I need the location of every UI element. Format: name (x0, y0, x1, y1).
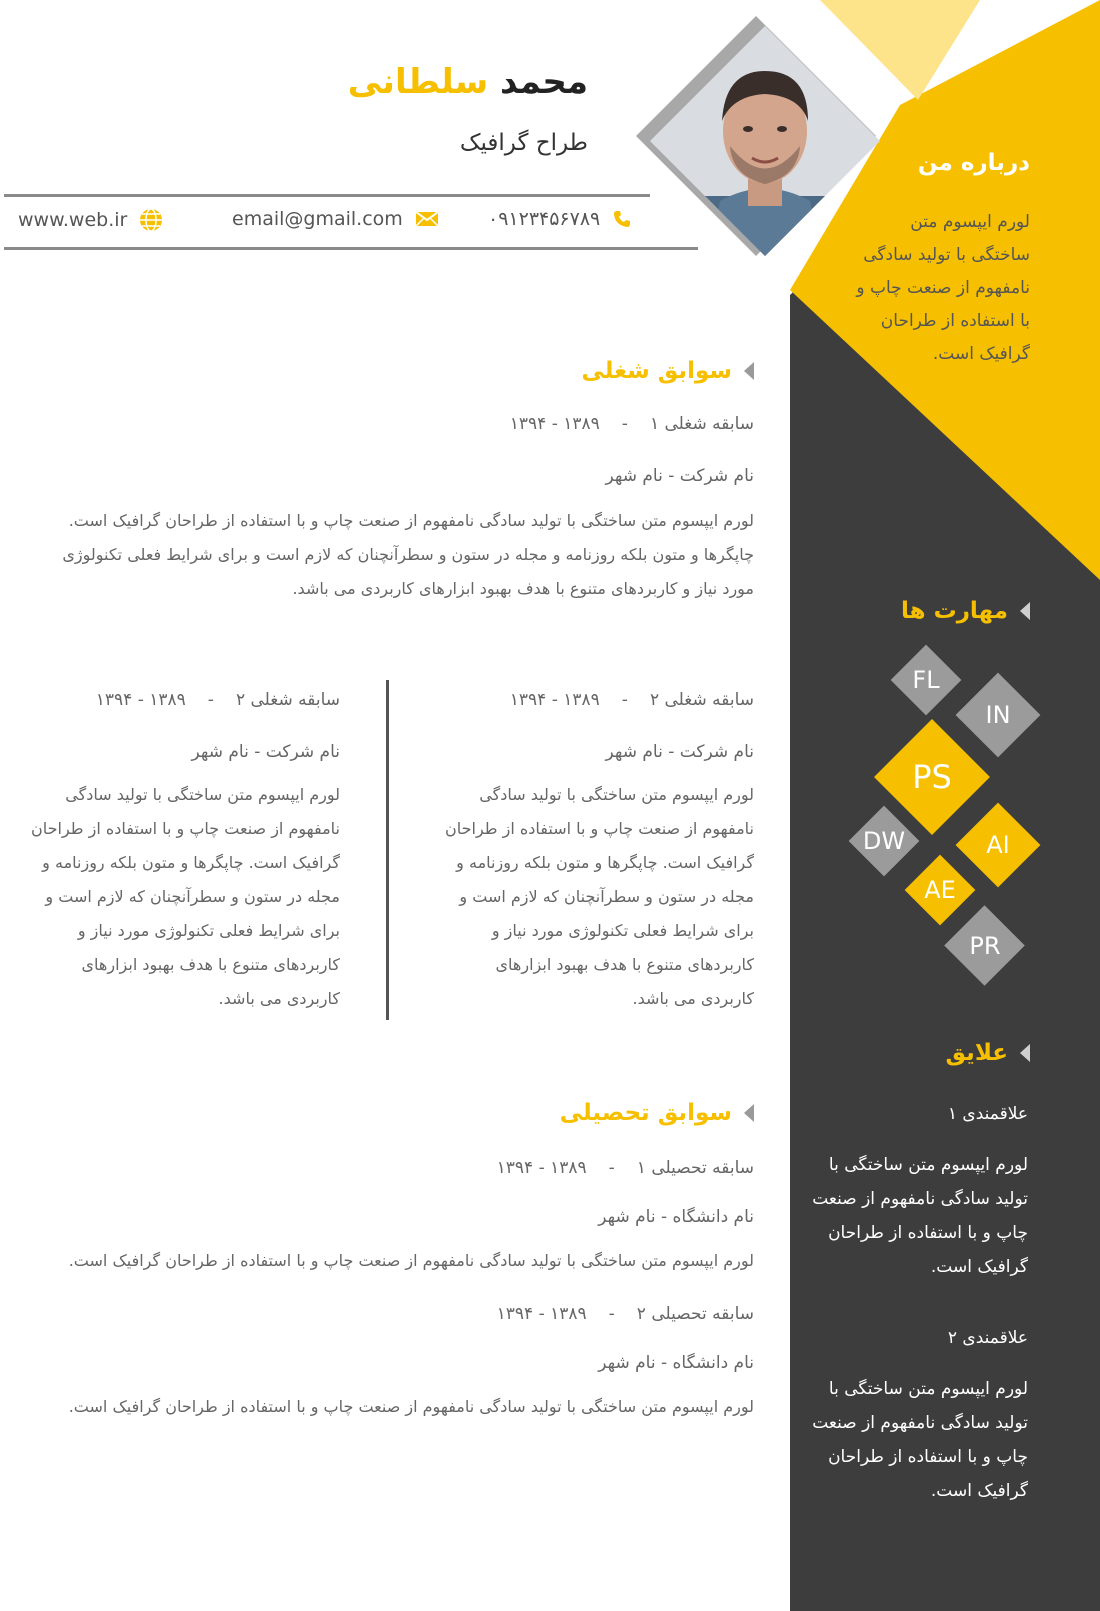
about-text (856, 206, 1030, 371)
desc-line: کاربردهای متنوع با هدف بهبود ابزارهای (495, 955, 754, 974)
interest-line: لورم ایپسوم متن ساختگی با (828, 1379, 1028, 1399)
work-item-1-head (510, 414, 754, 434)
work-item-label: سابقه شغلی ۲ (235, 690, 340, 710)
first-name: محمد (500, 62, 588, 102)
skill-ae: AE (924, 876, 956, 904)
interests-section-title (945, 1040, 1030, 1066)
avatar (650, 26, 880, 256)
skill-dw: DW (862, 827, 906, 855)
edu-item-2-head (497, 1304, 754, 1324)
about-line: نامفهوم از صنعت چاپ و (856, 278, 1030, 298)
work-item-1-company: نام شرکت - نام شهر (605, 466, 754, 486)
dash: - (608, 1304, 615, 1324)
envelope-icon (415, 210, 439, 228)
work-item-years: ۱۳۸۹ - ۱۳۹۴ (95, 690, 186, 710)
phone-icon (612, 209, 632, 229)
edu-item-1-school: نام دانشگاه - نام شهر (598, 1207, 754, 1227)
last-name: سلطانی (347, 62, 489, 102)
work-item-3-company: نام شرکت - نام شهر (191, 742, 340, 762)
interest-2-text (812, 1372, 1028, 1508)
work-item-2-desc (424, 778, 754, 1016)
section-arrow-icon (1020, 602, 1030, 620)
skill-in: IN (985, 701, 1011, 729)
section-arrow-icon (744, 1104, 754, 1122)
edu-item-years: ۱۳۸۹ - ۱۳۹۴ (496, 1158, 587, 1178)
work-item-label: سابقه شغلی ۱ (649, 414, 754, 434)
phone-number: ۰۹۱۲۳۴۵۶۷۸۹ (488, 208, 601, 230)
desc-line: کاربردی می باشد. (632, 989, 754, 1008)
desc-line: لورم ایپسوم متن ساختگی با تولید سادگی (479, 785, 754, 804)
desc-line: لورم ایپسوم متن ساختگی با تولید سادگی (65, 785, 340, 804)
education-section-title (560, 1100, 754, 1126)
skill-ps: PS (912, 758, 952, 796)
work-item-years: ۱۳۸۹ - ۱۳۹۴ (509, 414, 600, 434)
edu-item-2-school: نام دانشگاه - نام شهر (598, 1353, 754, 1373)
work-item-years: ۱۳۸۹ - ۱۳۹۴ (509, 690, 600, 710)
dash: - (621, 690, 628, 710)
desc-line: برای شرایط فعلی تکنولوژی مورد نیاز و (77, 921, 340, 940)
education-title: سوابق تحصیلی (559, 1100, 732, 1126)
dash: - (207, 690, 214, 710)
interest-line: گرافیک است. (930, 1257, 1028, 1277)
work-item-3-head (96, 690, 340, 710)
work-item-2-head (510, 690, 754, 710)
desc-line: گرافیک است. چاپگرها و متون بلکه روزنامه و (456, 853, 754, 872)
about-line: با استفاده از طراحان (880, 311, 1030, 331)
work-item-label: سابقه شغلی ۲ (649, 690, 754, 710)
interest-line: چاپ و با استفاده از طراحان (828, 1223, 1028, 1243)
header-line-bottom (4, 247, 698, 250)
work-title: سوابق شغلی (581, 358, 732, 384)
work-section-title (581, 358, 754, 384)
about-line: لورم ایپسوم متن (910, 212, 1030, 232)
phone-contact[interactable] (488, 208, 632, 230)
interest-line: لورم ایپسوم متن ساختگی با (828, 1155, 1028, 1175)
desc-line: مجله در ستون و سطرآنچنان که لازم است و (45, 887, 340, 906)
skills-section-title (901, 598, 1030, 624)
interest-2-title: علاقمندی ۲ (947, 1328, 1028, 1348)
about-line: ساختگی با تولید سادگی (863, 245, 1030, 265)
desc-line: چاپگرها و متون بلکه روزنامه و مجله در ستون و سطرآنچنان که لازم است و برای شرایط فعلی تکنولوژی (62, 545, 754, 564)
website-contact[interactable] (18, 208, 163, 232)
interest-line: چاپ و با استفاده از طراحان (828, 1447, 1028, 1467)
desc-line: لورم ایپسوم متن ساختگی با تولید سادگی نامفهوم از صنعت چاپ و با استفاده از طراحان گرافیک است. (68, 511, 754, 530)
interest-line: تولید سادگی نامفهوم از صنعت (812, 1189, 1028, 1209)
desc-line: کاربردی می باشد. (218, 989, 340, 1008)
desc-line: نامفهوم از صنعت چاپ و با استفاده از طراحان (445, 819, 754, 838)
about-title: درباره من (917, 150, 1030, 176)
globe-icon (139, 208, 163, 232)
dash: - (621, 414, 628, 434)
edu-item-1-desc: لورم ایپسوم متن ساختگی با تولید سادگی نامفهوم از صنعت چاپ و با استفاده از طراحان گرافیک است. (68, 1251, 754, 1270)
interests-title: علایق (945, 1040, 1008, 1066)
section-arrow-icon (1020, 1044, 1030, 1062)
edu-item-years: ۱۳۸۹ - ۱۳۹۴ (496, 1304, 587, 1324)
work-item-3-desc (10, 778, 340, 1016)
email-address: email@gmail.com (232, 208, 403, 230)
work-item-1-desc (44, 504, 754, 606)
edu-item-label: سابقه تحصیلی ۲ (636, 1304, 754, 1324)
section-arrow-icon (744, 362, 754, 380)
desc-line: مورد نیاز و کاربردهای متنوع با هدف بهبود ابزارهای کاربردی می باشد. (292, 579, 754, 598)
skill-ai: AI (986, 831, 1010, 859)
desc-line: گرافیک است. چاپگرها و متون بلکه روزنامه و (42, 853, 340, 872)
website-url: www.web.ir (18, 209, 128, 231)
edu-item-1-head (497, 1158, 754, 1178)
interest-line: تولید سادگی نامفهوم از صنعت (812, 1413, 1028, 1433)
column-divider (386, 680, 389, 1020)
skill-fl: FL (912, 666, 940, 694)
job-title: طراح گرافیک (459, 130, 588, 156)
edu-item-label: سابقه تحصیلی ۱ (636, 1158, 754, 1178)
interest-1-title: علاقمندی ۱ (947, 1104, 1028, 1124)
email-contact[interactable] (232, 208, 439, 230)
interest-1-text (812, 1148, 1028, 1284)
skill-pr: PR (969, 932, 1001, 960)
skills-title: مهارت ها (900, 598, 1008, 624)
edu-item-2-desc: لورم ایپسوم متن ساختگی با تولید سادگی نامفهوم از صنعت چاپ و با استفاده از طراحان گرافیک است. (68, 1397, 754, 1416)
dash: - (608, 1158, 615, 1178)
work-item-2-company: نام شرکت - نام شهر (605, 742, 754, 762)
about-line: گرافیک است. (932, 344, 1030, 364)
interest-line: گرافیک است. (930, 1481, 1028, 1501)
header-line-top (4, 194, 650, 197)
desc-line: برای شرایط فعلی تکنولوژی مورد نیاز و (491, 921, 754, 940)
desc-line: کاربردهای متنوع با هدف بهبود ابزارهای (81, 955, 340, 974)
full-name (348, 62, 588, 102)
desc-line: نامفهوم از صنعت چاپ و با استفاده از طراحان (31, 819, 340, 838)
desc-line: مجله در ستون و سطرآنچنان که لازم است و (459, 887, 754, 906)
